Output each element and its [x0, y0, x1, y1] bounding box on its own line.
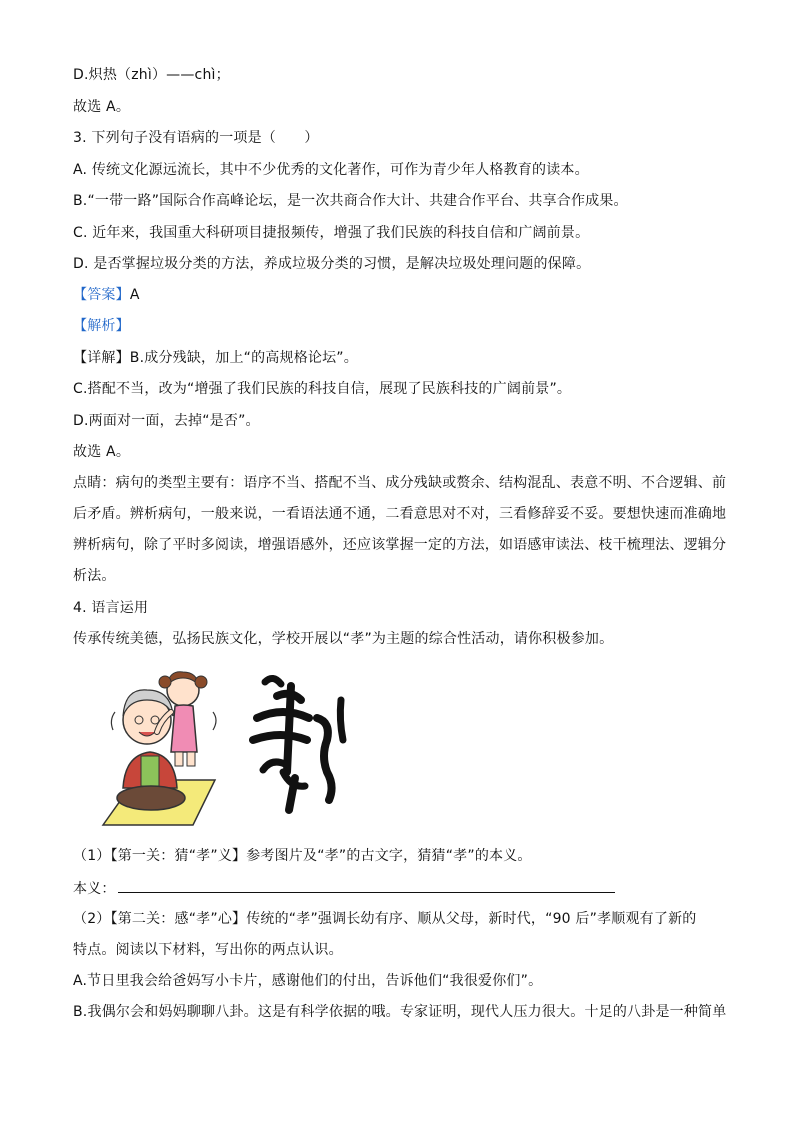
option-a: A. 传统文化源远流长，其中不少优秀的文化著作，可作为青少年人格教育的读本。 [73, 162, 589, 178]
answer-line [73, 285, 140, 305]
illustration [95, 660, 365, 835]
blank-label: 本义： [73, 881, 116, 897]
text-line: 故选 A。 [73, 99, 131, 115]
question-3: 3. 下列句子没有语病的一项是（ ） [73, 130, 319, 146]
text-line: D.两面对一面，去掉“是否”。 [73, 413, 260, 429]
option-c: C. 近年来，我国重大科研项目捷报频传，增强了我们民族的科技自信和广阔前景。 [73, 225, 590, 241]
text-line: 故选 A。 [73, 444, 131, 460]
tip-line: 析法。 [73, 568, 116, 584]
grandma-child-illustration [95, 660, 365, 835]
analysis-tag: 【解析】 [73, 318, 130, 334]
answer-blank[interactable] [118, 878, 615, 893]
detail-line: 【详解】B.成分残缺，加上“的高规格论坛”。 [73, 350, 358, 366]
part-2-prompt-cont: 特点。阅读以下材料，写出你的两点认识。 [73, 942, 343, 958]
part-2-prompt: （2）【第二关：感“孝”心】传统的“孝”强调长幼有序、顺从父母，新时代，“90 后”孝顺观有了新的 [73, 911, 697, 927]
ancient-xiao-glyph [253, 678, 343, 810]
material-b: B.我偶尔会和妈妈聊聊八卦。这是有科学依据的哦。专家证明，现代人压力很大。十足的八卦是一种简单 [73, 1004, 727, 1020]
question-4-intro: 传承传统美德，弘扬民族文化，学校开展以“孝”为主题的综合性活动，请你积极参加。 [73, 631, 614, 647]
option-d: D. 是否掌握垃圾分类的方法，养成垃圾分类的习惯，是解决垃圾处理问题的保障。 [73, 256, 591, 272]
part-1-prompt: （1）【第一关：猜“孝”义】参考图片及“孝”的古文字，猜猜“孝”的本义。 [73, 848, 532, 864]
answer-blank-row [73, 878, 615, 899]
answer-tag: 【答案】 [73, 287, 130, 303]
material-a: A.节日里我会给爸妈写小卡片，感谢他们的付出，告诉他们“我很爱你们”。 [73, 973, 543, 989]
question-4: 4. 语言运用 [73, 600, 149, 616]
tip-line: 点睛：病句的类型主要有：语序不当、搭配不当、成分残缺或赘余、结构混乱、表意不明、不合逻辑、前 [73, 475, 727, 491]
text-line: C.搭配不当，改为“增强了我们民族的科技自信，展现了民族科技的广阔前景”。 [73, 381, 572, 397]
option-b: B.“一带一路”国际合作高峰论坛，是一次共商合作大计、共建合作平台、共享合作成果。 [73, 193, 628, 209]
text-line: D.炽热（zhì）——chì； [73, 67, 230, 83]
answer-value: A [129, 287, 140, 303]
tip-line: 后矛盾。辨析病句，一般来说，一看语法通不通，二看意思对不对，三看修辞妥不妥。要想快速而准确地 [73, 506, 727, 522]
tip-line: 辨析病句，除了平时多阅读，增强语感外，还应该掌握一定的方法，如语感审读法、枝干梳理法、逻辑分 [73, 537, 727, 553]
